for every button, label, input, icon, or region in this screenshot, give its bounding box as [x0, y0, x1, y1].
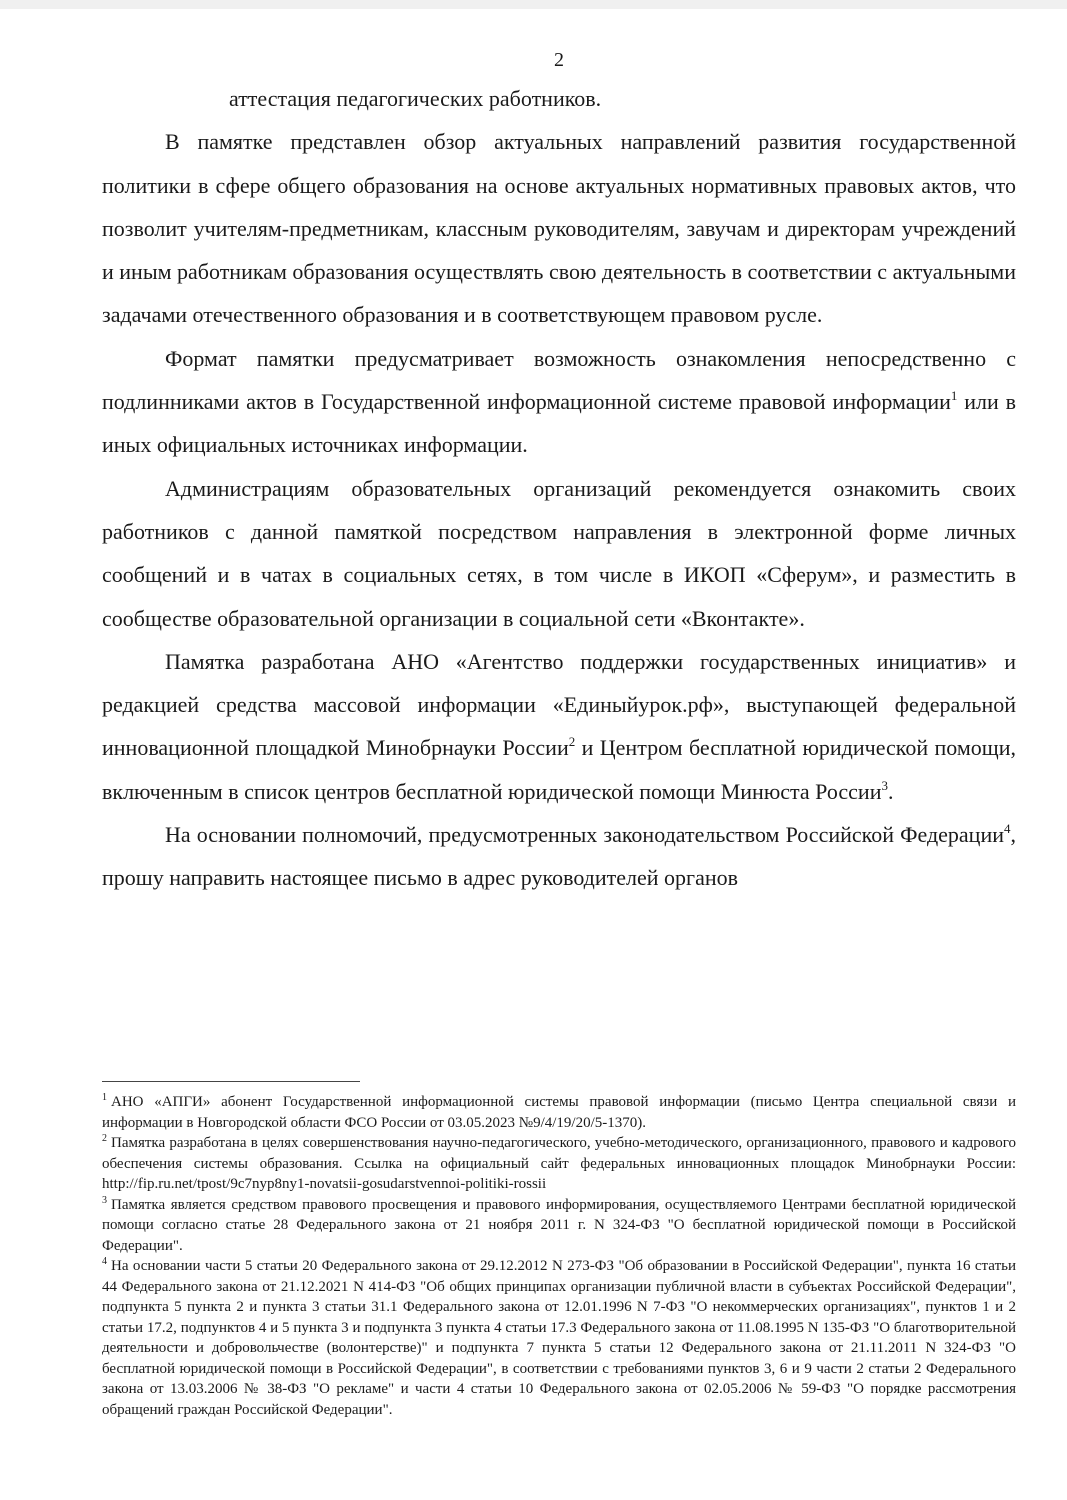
paragraph-text: Формат памятки предусматривает возможность ознакомления непосредственно с подлинниками актов в Государственной информационной системе правовой информации — [102, 345, 1016, 415]
footnote-3 — [102, 1195, 1016, 1257]
paragraph-text: На основании полномочий, предусмотренных законодательством Российской Федерации — [165, 822, 1004, 848]
document-body — [102, 77, 1016, 900]
paragraph — [102, 467, 1016, 640]
paragraph-text: В памятке представлен обзор актуальных направлений развития государственной политики в сфере общего образования на основе актуальных нормативных правовых актов, что позволит учителям-предметникам, классным руководителям, завучам и директорам учреждений и иным работникам образования осуществлять свою деятельность в соответствии с актуальными задачами отечественного образования и в соответствующем правовом русле. — [102, 129, 1016, 328]
page-number: 2 — [554, 49, 564, 71]
paragraph-text: , прошу направить настоящее письмо в адрес руководителей органов — [102, 822, 1016, 891]
footnote-ref[interactable]: 2 — [568, 734, 576, 750]
top-bar — [0, 0, 1067, 9]
footnote-ref[interactable]: 4 — [1004, 821, 1011, 837]
footnote-ref[interactable]: 1 — [950, 388, 958, 404]
footnote-4 — [102, 1256, 1016, 1420]
footnote-ref[interactable]: 3 — [881, 777, 888, 793]
paragraph-text: . — [887, 778, 894, 804]
paragraph — [102, 120, 1016, 336]
paragraph-text: и Центром бесплатной юридической помощи, включенным в список центров бесплатной юридической помощи Минюста России — [102, 735, 1016, 804]
footnotes-section — [102, 1081, 1016, 1420]
footnote-1 — [102, 1092, 1016, 1133]
paragraph — [102, 640, 1016, 813]
paragraph-text: аттестация педагогических работников. — [229, 86, 602, 111]
footnote-text: На основании части 5 статьи 20 Федерального закона от 29.12.2012 N 273-ФЗ "Об образовании в Российской Федерации", пункта 16 статьи 44 Федерального закона от 21.12.2021 N 414-ФЗ "Об общих принципах организации публичной власти в субъектах Российской Федерации", подпункта 5 пункта 2 и пункта 3 статьи 31.1 Федерального закона от 12.01.1996 N 7-ФЗ "О некоммерческих организациях", пунктов 1 и 2 статьи 17.2, подпунктов 4 и 5 пункта 3 и подпункта 3 пункта 4 статьи 17.3 Федерального закона от 11.08.1995 N 135-ФЗ "О благотворительной деятельности и добровольчестве (волонтерстве)" и подпункта 7 пункта 5 статьи 12 Федерального закона от 21.11.2011 N 324-ФЗ "О бесплатной юридической помощи в Российской Федерации", в соответствии с требованиями пунктов 3, 6 и 9 части 2 статьи 2 Федерального закона от 13.03.2006 № 38-ФЗ "О рекламе" и части 4 статьи 10 Федерального закона от 02.05.2006 № 59-ФЗ "О порядке рассмотрения обращений граждан Российской Федерации". — [102, 1258, 1016, 1418]
footnote-2 — [102, 1133, 1016, 1195]
paragraph-text: или в иных официальных источниках информации. — [102, 389, 1017, 458]
paragraph — [102, 337, 1016, 467]
footnote-number: 4 — [102, 1256, 107, 1267]
paragraph-text: Памятка разработана АНО «Агентство поддержки государственных инициатив» и редакцией средства массовой информации «Единыйурок.рф», выступающей федеральной инновационной площадкой Минобрнауки России — [102, 648, 1016, 761]
paragraph — [102, 813, 1016, 900]
footnote-number: 3 — [102, 1194, 107, 1206]
footnote-text: АНО «АПГИ» абонент Государственной информационной системы правовой информации (письмо Центра специальной связи и информации в Новгородской области ФСО России от 03.05.2023 №9/4/19/20/5-1370). — [102, 1094, 1016, 1131]
paragraph-continuation — [102, 77, 1016, 120]
footnote-number: 2 — [102, 1133, 107, 1144]
footnote-text: Памятка является средством правового просвещения и правового информирования, осуществляемого Центрами бесплатной юридической помощи согласно статье 28 Федерального закона от 21 ноября 2011 г. N 324-ФЗ "О бесплатной юридической помощи в Российской Федерации". — [102, 1196, 1016, 1254]
paragraph-text: Администрациям образовательных организаций рекомендуется ознакомить своих работников с данной памяткой посредством направления в электронной форме личных сообщений и в чатах в социальных сетях, в том числе в ИКОП «Сферум», и разместить в сообществе образовательной организации в социальной сети «Вконтакте». — [102, 475, 1016, 631]
footnote-number: 1 — [102, 1092, 107, 1103]
footnote-text: Памятка разработана в целях совершенствования научно-педагогического, учебно-методического, организационного, правового и кадрового обеспечения системы образования. Ссылка на официальный сайт федеральных инновационных площадок Минобрнауки России: http://fip.ru.net/tpost/9c7nyp8ny1-novatsii-gosudarstvennoi-politiki-rossii — [102, 1135, 1016, 1192]
footnote-separator — [102, 1081, 360, 1082]
document-page — [102, 44, 1016, 900]
